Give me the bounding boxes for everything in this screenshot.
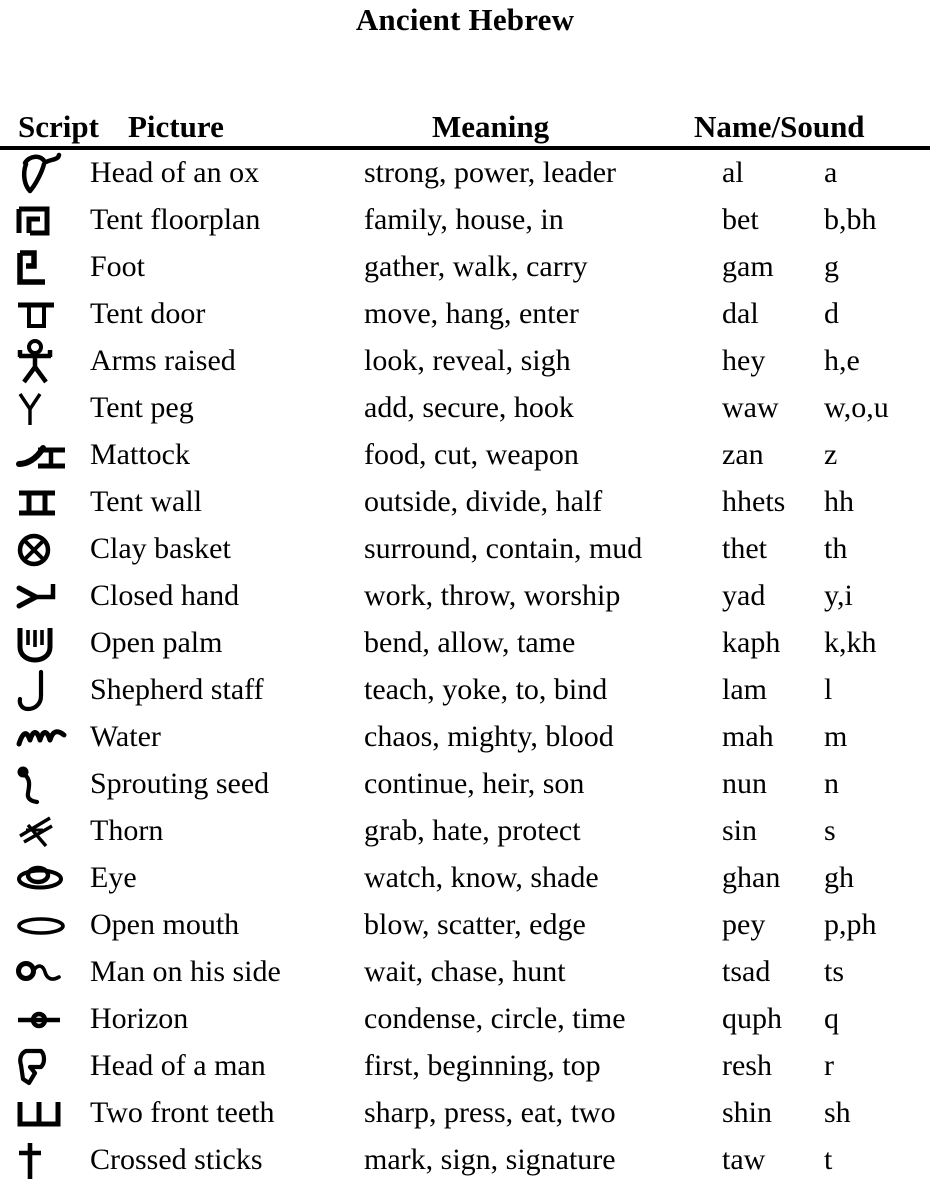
table-row	[0, 949, 930, 996]
table-row	[0, 855, 930, 902]
cell-sound: q	[824, 1002, 839, 1035]
cell-name: yad	[722, 579, 766, 612]
cell-name: taw	[722, 1143, 766, 1176]
cell-name: tsad	[722, 955, 771, 988]
cell-picture: Eye	[90, 861, 137, 894]
cell-picture: Tent wall	[90, 485, 203, 518]
cell-meaning: add, secure, hook	[364, 391, 574, 424]
clay-basket-glyph	[10, 526, 82, 573]
cell-picture: Horizon	[90, 1002, 189, 1035]
ox-head-glyph	[10, 150, 82, 197]
cell-name: hhets	[722, 485, 786, 518]
cell-picture: Sprouting seed	[90, 767, 270, 800]
table-body	[0, 150, 930, 1184]
cell-picture: Clay basket	[90, 532, 231, 565]
open-palm-glyph	[10, 620, 82, 667]
foot-glyph	[10, 244, 82, 291]
cell-name: bet	[722, 203, 759, 236]
table-row	[0, 244, 930, 291]
table-row	[0, 808, 930, 855]
cell-picture: Closed hand	[90, 579, 240, 612]
table-row	[0, 291, 930, 338]
cell-name: dal	[722, 297, 759, 330]
cell-picture: Open mouth	[90, 908, 240, 941]
cell-picture: Foot	[90, 250, 146, 283]
open-mouth-glyph	[10, 902, 82, 949]
cell-sound: r	[824, 1049, 834, 1082]
cell-sound: d	[824, 297, 839, 330]
cell-meaning: sharp, press, eat, two	[364, 1096, 616, 1129]
thorn-glyph	[10, 808, 82, 855]
cell-picture: Head of a man	[90, 1049, 266, 1082]
cell-meaning: first, beginning, top	[364, 1049, 601, 1082]
cell-sound: k,kh	[824, 626, 877, 659]
cell-sound: y,i	[824, 579, 853, 612]
cell-picture: Head of an ox	[90, 156, 260, 189]
cell-name: resh	[722, 1049, 772, 1082]
table-row	[0, 1043, 930, 1090]
cell-sound: s	[824, 814, 836, 847]
cell-meaning: grab, hate, protect	[364, 814, 581, 847]
cell-meaning: surround, contain, mud	[364, 532, 643, 565]
table-row	[0, 1137, 930, 1184]
cell-meaning: blow, scatter, edge	[364, 908, 586, 941]
cell-picture: Tent door	[90, 297, 206, 330]
cell-meaning: teach, yoke, to, bind	[364, 673, 608, 706]
cell-name: kaph	[722, 626, 781, 659]
cell-meaning: watch, know, shade	[364, 861, 599, 894]
water-glyph	[10, 714, 82, 761]
cell-picture: Man on his side	[90, 955, 281, 988]
cell-picture: Tent floorplan	[90, 203, 261, 236]
cell-name: sin	[722, 814, 758, 847]
head-of-man-glyph	[10, 1043, 82, 1090]
table-row	[0, 479, 930, 526]
cell-picture: Mattock	[90, 438, 190, 471]
cell-sound: l	[824, 673, 833, 706]
cell-sound: g	[824, 250, 839, 283]
tent-door-glyph	[10, 291, 82, 338]
cell-sound: sh	[824, 1096, 851, 1129]
closed-hand-glyph	[10, 573, 82, 620]
cell-picture: Crossed sticks	[90, 1143, 263, 1176]
sprouting-seed-glyph	[10, 761, 82, 808]
column-header-name-sound: Name/Sound	[694, 109, 865, 144]
cell-sound: b,bh	[824, 203, 877, 236]
cell-sound: w,o,u	[824, 391, 889, 424]
cell-meaning: continue, heir, son	[364, 767, 585, 800]
cell-meaning: gather, walk, carry	[364, 250, 588, 283]
cell-name: gam	[722, 250, 774, 283]
cell-name: thet	[722, 532, 767, 565]
cell-name: waw	[722, 391, 779, 424]
cell-meaning: strong, power, leader	[364, 156, 617, 189]
cell-name: shin	[722, 1096, 773, 1129]
horizon-glyph	[10, 996, 82, 1043]
cell-picture: Two front teeth	[90, 1096, 275, 1129]
cell-picture: Open palm	[90, 626, 223, 659]
cell-name: zan	[722, 438, 764, 471]
cell-meaning: look, reveal, sigh	[364, 344, 571, 377]
cell-name: ghan	[722, 861, 781, 894]
table-row	[0, 996, 930, 1043]
cell-name: lam	[722, 673, 767, 706]
cell-sound: a	[824, 156, 838, 189]
cell-sound: z	[824, 438, 838, 471]
shepherd-staff-glyph	[10, 667, 82, 714]
cell-meaning: chaos, mighty, blood	[364, 720, 614, 753]
cell-meaning: food, cut, weapon	[364, 438, 579, 471]
table-row	[0, 761, 930, 808]
cell-sound: th	[824, 532, 848, 565]
tent-wall-glyph	[10, 479, 82, 526]
table-row	[0, 432, 930, 479]
cell-name: nun	[722, 767, 767, 800]
cell-sound: m	[824, 720, 848, 753]
column-header-script: Script	[18, 109, 99, 144]
cell-sound: h,e	[824, 344, 860, 377]
tent-peg-glyph	[10, 385, 82, 432]
page-title: Ancient Hebrew	[355, 2, 575, 37]
cell-picture: Tent peg	[90, 391, 194, 424]
column-header-picture: Picture	[128, 109, 224, 144]
cell-sound: gh	[824, 861, 854, 894]
tent-floorplan-glyph	[10, 197, 82, 244]
table-row	[0, 667, 930, 714]
mattock-glyph	[10, 432, 82, 479]
man-on-side-glyph	[10, 949, 82, 996]
arms-raised-glyph	[10, 338, 82, 385]
table-row	[0, 902, 930, 949]
cell-picture: Shepherd staff	[90, 673, 264, 706]
cell-sound: ts	[824, 955, 845, 988]
eye-glyph	[10, 855, 82, 902]
cell-meaning: bend, allow, tame	[364, 626, 576, 659]
cell-sound: n	[824, 767, 839, 800]
cell-sound: p,ph	[824, 908, 877, 941]
cell-name: al	[722, 156, 744, 189]
cell-meaning: condense, circle, time	[364, 1002, 626, 1035]
cell-name: hey	[722, 344, 766, 377]
cell-meaning: outside, divide, half	[364, 485, 603, 518]
cell-meaning: family, house, in	[364, 203, 564, 236]
table-row	[0, 338, 930, 385]
table-row	[0, 385, 930, 432]
column-header-meaning: Meaning	[432, 109, 550, 144]
table-row	[0, 526, 930, 573]
cell-picture: Water	[90, 720, 161, 753]
table-row	[0, 714, 930, 761]
table-row	[0, 573, 930, 620]
table-row	[0, 1090, 930, 1137]
table-header-row	[0, 108, 930, 150]
cell-meaning: wait, chase, hunt	[364, 955, 566, 988]
ancient-hebrew-alphabet-table	[0, 108, 930, 1184]
crossed-sticks-glyph	[10, 1137, 82, 1184]
cell-meaning: move, hang, enter	[364, 297, 579, 330]
cell-sound: hh	[824, 485, 854, 518]
cell-sound: t	[824, 1143, 833, 1176]
cell-meaning: mark, sign, signature	[364, 1143, 616, 1176]
two-front-teeth-glyph	[10, 1090, 82, 1137]
table-row	[0, 197, 930, 244]
cell-picture: Arms raised	[90, 344, 236, 377]
cell-name: mah	[722, 720, 774, 753]
cell-name: quph	[722, 1002, 782, 1035]
cell-meaning: work, throw, worship	[364, 579, 621, 612]
cell-picture: Thorn	[90, 814, 164, 847]
table-row	[0, 150, 930, 197]
cell-name: pey	[722, 908, 766, 941]
table-row	[0, 620, 930, 667]
